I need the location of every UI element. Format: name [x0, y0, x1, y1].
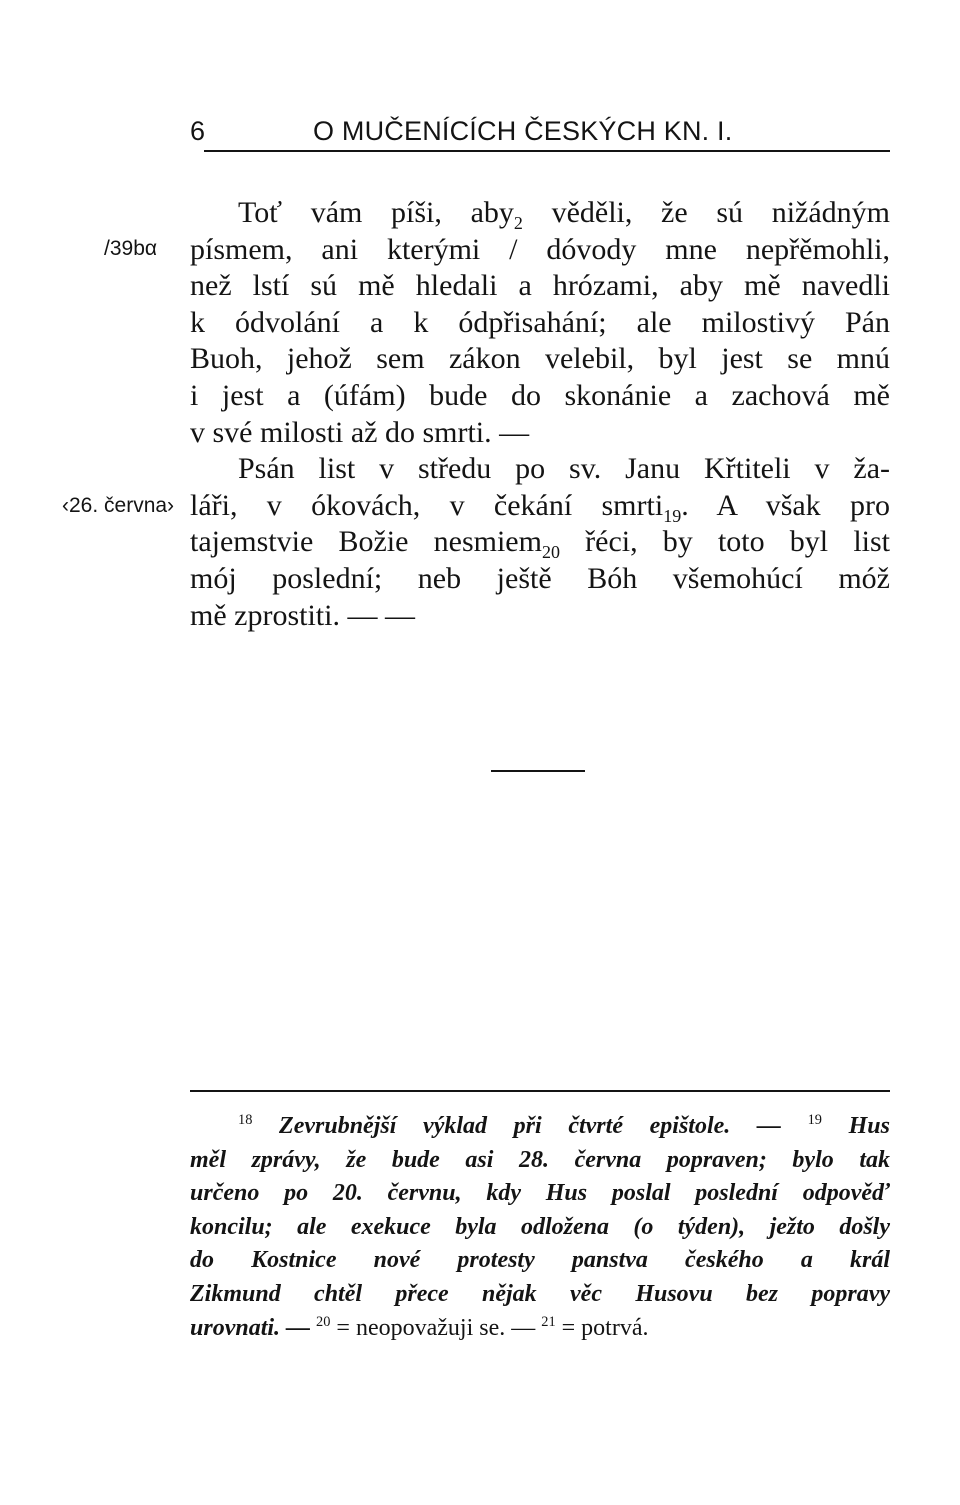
- text-line: mě zprostiti. — —: [190, 598, 415, 632]
- page-number: 6: [190, 116, 206, 146]
- running-title: O MUČENÍCÍCH ČESKÝCH KN. I.: [313, 116, 733, 146]
- text-line: v své milosti až do smrti. —: [190, 415, 530, 449]
- footnote-line: $^{18}$ Zevrubnější výklad při čtvrté epištole. — $^{19}$ Hus: [238, 1112, 890, 1139]
- text-line: tajemstvie Božie nesmiem$_{20}$ řéci, by toto byl list: [190, 525, 890, 563]
- footnotes: [190, 1110, 890, 1345]
- date-margin-note: ‹26. června›: [62, 494, 175, 517]
- text-line: Psán list v středu po sv. Janu Křtiteli v ža-: [238, 452, 890, 486]
- main-text: [190, 195, 890, 634]
- footnote-rule: [190, 1090, 890, 1092]
- text-line: i jest a (úfám) bude do skonánie a zachová mě: [190, 378, 890, 412]
- footnote-line: do Kostnice nové protesty panstva českého a král: [190, 1247, 890, 1274]
- footnote-line: koncilu; ale exekuce byla odložena (o týden), ježto došly: [190, 1213, 890, 1240]
- footnote-line: měl zprávy, že bude asi 28. června popraven; bylo tak: [190, 1146, 890, 1173]
- text-line: Toť vám píši, aby$_2$ věděli, že sú nižádným: [238, 196, 890, 233]
- running-header: [190, 116, 890, 156]
- footnote-line: Zikmund chtěl přece nějak věc Husovu bez popravy: [190, 1280, 890, 1307]
- text-line: k ódvolání a k ódpřisahání; ale milostivý Pán: [190, 305, 890, 339]
- text-line: písmem, ani kterými / dóvody mne nepřěmohli,: [190, 232, 890, 266]
- footnote-line: urovnati. — $^{20}$ = neopovažuji se. — $^{21}$ = potrvá.: [190, 1313, 649, 1341]
- text-line: láři, v ókovách, v čekání smrti$_{19}$. A však pro: [190, 488, 890, 526]
- text-line: než lstí sú mě hledali a hrózami, aby mě navedli: [190, 269, 890, 303]
- header-rule: [204, 150, 890, 152]
- text-line: Buoh, jehož sem zákon velebil, byl jest se mnú: [190, 342, 890, 376]
- footnote-line: určeno po 20. červnu, kdy Hus poslal poslední odpověď: [190, 1180, 890, 1207]
- folio-margin-note: /39bα: [104, 237, 158, 260]
- section-separator: [491, 770, 585, 772]
- text-line: mój poslední; neb ještě Bóh všemohúcí móž: [190, 561, 890, 595]
